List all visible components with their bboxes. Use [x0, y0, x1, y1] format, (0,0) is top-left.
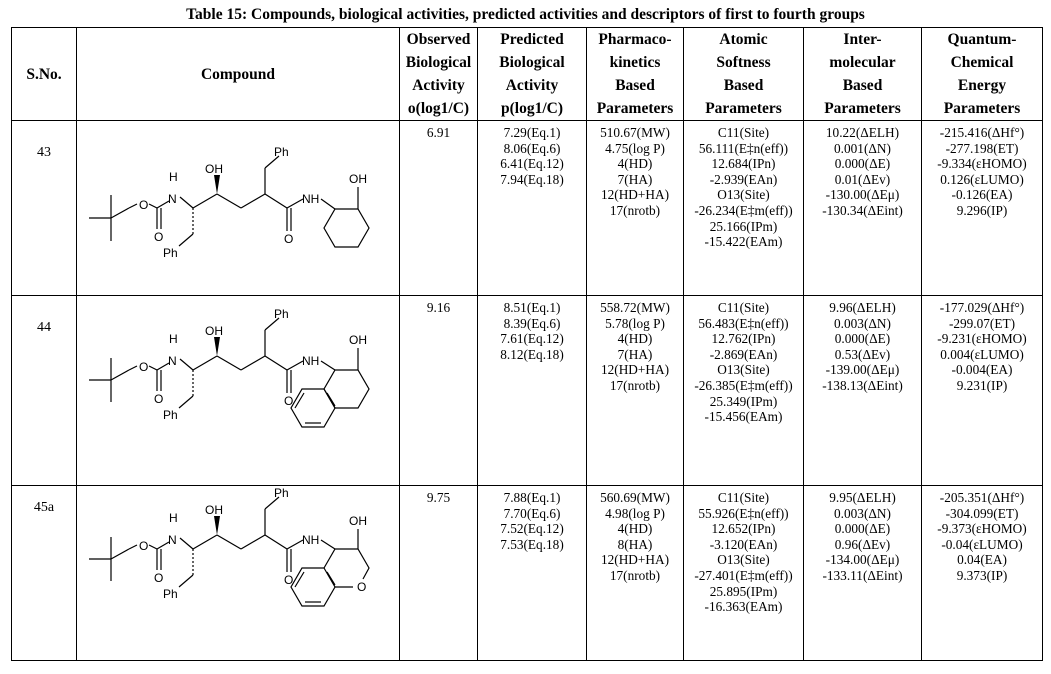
- value-line: 7.70(Eq.6): [503, 505, 561, 521]
- n-atom-label: N: [168, 354, 177, 368]
- value-line: 12.684(IPn): [711, 156, 776, 172]
- value-line: O13(Site): [717, 187, 770, 203]
- ph-label: Ph: [163, 587, 178, 601]
- value-line: 55.926(E‡n(eff)): [698, 505, 789, 521]
- observed-cell: 6.91: [400, 121, 478, 296]
- quantum-cell: [922, 121, 1043, 296]
- value-line: 0.126(εLUMO): [940, 171, 1024, 187]
- header-inter: [804, 28, 922, 121]
- header-line: Based: [723, 77, 764, 94]
- inter-cell: [804, 486, 922, 661]
- header-compound: Compound: [77, 28, 400, 121]
- value-line: -9.373(εHOMO): [937, 521, 1027, 537]
- header-pharmaco: [587, 28, 684, 121]
- table-caption: Table 15: Compounds, biological activities, predicted activities and descriptors of first to fourth groups: [186, 6, 865, 23]
- o-atom-label: O: [139, 360, 149, 374]
- ph-label: Ph: [163, 408, 178, 422]
- value-line: 7.61(Eq.12): [500, 331, 564, 347]
- value-line: -133.11(ΔEint): [822, 567, 903, 583]
- value-line: 0.96(ΔEv): [834, 536, 891, 552]
- value-line: -205.351(ΔHf°): [939, 490, 1025, 505]
- value-line: 7(HA): [617, 346, 653, 362]
- value-line: -2.869(EAn): [709, 346, 778, 362]
- value-line: -177.029(ΔHf°): [939, 300, 1025, 315]
- value-line: 9.96(ΔELH): [829, 300, 896, 315]
- o-atom-label: O: [154, 230, 164, 244]
- oh-label: OH: [205, 503, 223, 517]
- quantum-cell: [922, 296, 1043, 486]
- value-line: 0.000(ΔE): [834, 156, 891, 172]
- value-line: 56.483(E‡n(eff)): [698, 315, 789, 331]
- header-atomic: [684, 28, 804, 121]
- n-atom-label: N: [168, 533, 177, 547]
- quantum-cell: [922, 486, 1043, 661]
- data-table: [11, 27, 1043, 661]
- header-predicted: [478, 28, 587, 121]
- value-line: -215.416(ΔHf°): [939, 125, 1025, 140]
- value-line: -26.234(E‡m(eff)): [694, 202, 793, 218]
- value-line: 12.652(IPn): [711, 521, 776, 537]
- value-line: 0.003(ΔN): [834, 315, 891, 331]
- value-line: 4.98(log P): [605, 505, 665, 521]
- header-line: Parameters: [705, 100, 782, 117]
- header-line: Predicted: [500, 31, 564, 48]
- header-quantum: [922, 28, 1043, 121]
- header-line: o(log1/C): [407, 100, 470, 117]
- header-line: p(log1/C): [501, 100, 563, 117]
- value-line: C11(Site): [717, 490, 770, 505]
- value-line: 8(HA): [617, 536, 653, 552]
- structure-diagram: [77, 298, 397, 483]
- value-line: 6.41(Eq.12): [500, 156, 564, 172]
- value-line: 12(HD+HA): [600, 187, 670, 203]
- value-line: -138.13(ΔEint): [822, 377, 903, 393]
- value-line: O13(Site): [717, 362, 770, 378]
- predicted-cell: [478, 296, 587, 486]
- value-line: 8.06(Eq.6): [503, 140, 561, 156]
- compound-structure: [77, 296, 400, 486]
- value-line: 4(HD): [617, 156, 653, 172]
- value-line: -9.334(εHOMO): [937, 156, 1027, 172]
- o-atom-label: O: [284, 232, 294, 246]
- value-line: -9.231(εHOMO): [937, 331, 1027, 347]
- value-line: 7.94(Eq.18): [500, 171, 564, 187]
- atomic-cell: [684, 121, 804, 296]
- value-line: 9.231(IP): [956, 377, 1008, 393]
- header-line: Biological: [499, 54, 565, 71]
- value-line: -130.00(ΔEμ): [825, 187, 900, 203]
- value-line: 12(HD+HA): [600, 362, 670, 378]
- value-line: 0.04(EA): [957, 552, 1007, 568]
- compound-structure: [77, 486, 400, 661]
- table-row: [12, 486, 1043, 661]
- o-atom-label: O: [139, 539, 149, 553]
- ph-label: Ph: [274, 307, 289, 321]
- sno-cell: 43: [12, 121, 77, 296]
- value-line: -134.00(ΔEμ): [825, 552, 900, 568]
- value-line: 0.004(εLUMO): [940, 346, 1024, 362]
- header-line: Parameters: [596, 100, 674, 117]
- value-line: 0.000(ΔE): [834, 331, 891, 347]
- value-line: 7(HA): [617, 171, 653, 187]
- value-line: 558.72(MW): [600, 300, 670, 315]
- pharmaco-cell: [587, 296, 684, 486]
- value-line: 8.39(Eq.6): [503, 315, 561, 331]
- predicted-cell: [478, 121, 587, 296]
- h-atom-label: H: [169, 170, 178, 184]
- value-line: C11(Site): [717, 125, 770, 140]
- observed-cell: 9.75: [400, 486, 478, 661]
- inter-cell: [804, 121, 922, 296]
- value-line: 7.29(Eq.1): [503, 125, 561, 140]
- value-line: 25.349(IPm): [709, 393, 778, 409]
- oh-label: OH: [349, 514, 367, 528]
- header-line: molecular: [829, 54, 896, 71]
- value-line: 0.01(ΔEv): [834, 171, 891, 187]
- header-line: Parameters: [824, 100, 901, 117]
- header-line: Activity: [505, 77, 559, 94]
- value-line: 9.373(IP): [956, 567, 1008, 583]
- value-line: 25.166(IPm): [709, 218, 778, 234]
- table-row: [12, 296, 1043, 486]
- value-line: 12.762(IPn): [711, 331, 776, 347]
- header-line: Inter-: [843, 31, 882, 48]
- o-atom-label: O: [357, 580, 367, 594]
- value-line: 7.88(Eq.1): [503, 490, 561, 505]
- header-line: Based: [615, 77, 655, 94]
- o-atom-label: O: [154, 392, 164, 406]
- inter-cell: [804, 296, 922, 486]
- observed-cell: 9.16: [400, 296, 478, 486]
- value-line: 12(HD+HA): [600, 552, 670, 568]
- value-line: 0.003(ΔN): [834, 505, 891, 521]
- nh-label: NH: [302, 354, 320, 368]
- value-line: 0.000(ΔE): [834, 521, 891, 537]
- value-line: 8.12(Eq.18): [500, 346, 564, 362]
- oh-label: OH: [205, 162, 223, 176]
- h-atom-label: H: [169, 332, 178, 346]
- header-row: [12, 28, 1043, 121]
- oh-label: OH: [349, 172, 367, 186]
- predicted-cell: [478, 486, 587, 661]
- structure-diagram: [77, 123, 397, 293]
- value-line: 0.53(ΔEv): [834, 346, 891, 362]
- ph-label: Ph: [274, 145, 289, 159]
- value-line: 7.52(Eq.12): [500, 521, 564, 537]
- ph-label: Ph: [163, 246, 178, 260]
- header-line: Parameters: [943, 100, 1021, 117]
- header-line: kinetics: [609, 54, 661, 71]
- value-line: 4(HD): [617, 331, 653, 347]
- value-line: -0.004(EA): [951, 362, 1013, 378]
- header-line: Based: [842, 77, 883, 94]
- pharmaco-cell: [587, 486, 684, 661]
- header-line: Pharmaco-: [598, 31, 672, 48]
- n-atom-label: N: [168, 192, 177, 206]
- value-line: 7.53(Eq.18): [500, 536, 564, 552]
- value-line: 17(nrotb): [609, 567, 661, 583]
- value-line: -26.385(E‡m(eff)): [694, 377, 793, 393]
- table-row: [12, 121, 1043, 296]
- value-line: -277.198(ET): [945, 140, 1019, 156]
- value-line: 56.111(E‡n(eff)): [698, 140, 789, 156]
- atomic-cell: [684, 296, 804, 486]
- value-line: 4(HD): [617, 521, 653, 537]
- header-line: Energy: [957, 77, 1007, 94]
- value-line: 0.001(ΔN): [834, 140, 891, 156]
- value-line: O13(Site): [717, 552, 770, 568]
- value-line: C11(Site): [717, 300, 770, 315]
- o-atom-label: O: [139, 198, 149, 212]
- value-line: -304.099(ET): [945, 505, 1019, 521]
- value-line: -15.422(EAm): [704, 234, 783, 250]
- value-line: 10.22(ΔELH): [825, 125, 900, 140]
- sno-cell: 45a: [12, 486, 77, 661]
- value-line: -0.126(EA): [951, 187, 1013, 203]
- value-line: 510.67(MW): [600, 125, 670, 140]
- o-atom-label: O: [284, 394, 294, 408]
- value-line: 17(nrotb): [609, 377, 661, 393]
- value-line: -2.939(EAn): [709, 171, 778, 187]
- value-line: 5.78(log P): [605, 315, 665, 331]
- header-line: Quantum-: [947, 31, 1017, 48]
- sno-cell: 44: [12, 296, 77, 486]
- value-line: 25.895(IPm): [709, 583, 778, 599]
- header-line: Biological: [405, 54, 472, 71]
- oh-label: OH: [205, 324, 223, 338]
- value-line: -16.363(EAm): [704, 599, 783, 615]
- nh-label: NH: [302, 192, 320, 206]
- ph-label: Ph: [274, 487, 289, 500]
- value-line: 8.51(Eq.1): [503, 300, 561, 315]
- value-line: 560.69(MW): [600, 490, 670, 505]
- structure-diagram: [77, 487, 397, 659]
- header-line: Activity: [412, 77, 465, 94]
- header-line: Observed: [406, 31, 471, 48]
- value-line: -27.401(E‡m(eff)): [694, 567, 793, 583]
- value-line: -0.04(εLUMO): [941, 536, 1023, 552]
- value-line: -3.120(EAn): [709, 536, 778, 552]
- nh-label: NH: [302, 533, 320, 547]
- oh-label: OH: [349, 333, 367, 347]
- header-observed: [400, 28, 478, 121]
- pharmaco-cell: [587, 121, 684, 296]
- value-line: 4.75(log P): [605, 140, 665, 156]
- header-line: Softness: [716, 54, 771, 71]
- compound-structure: [77, 121, 400, 296]
- header-line: Chemical: [950, 54, 1014, 71]
- atomic-cell: [684, 486, 804, 661]
- h-atom-label: H: [169, 511, 178, 525]
- value-line: 9.95(ΔELH): [829, 490, 896, 505]
- header-line: Atomic: [719, 31, 768, 48]
- value-line: 9.296(IP): [956, 202, 1008, 218]
- o-atom-label: O: [284, 573, 294, 587]
- header-sno: S.No.: [12, 28, 77, 121]
- value-line: -130.34(ΔEint): [822, 202, 903, 218]
- value-line: -139.00(ΔEμ): [825, 362, 900, 378]
- value-line: -299.07(ET): [948, 315, 1016, 331]
- value-line: 17(nrotb): [609, 202, 661, 218]
- value-line: -15.456(EAm): [704, 409, 783, 425]
- o-atom-label: O: [154, 571, 164, 585]
